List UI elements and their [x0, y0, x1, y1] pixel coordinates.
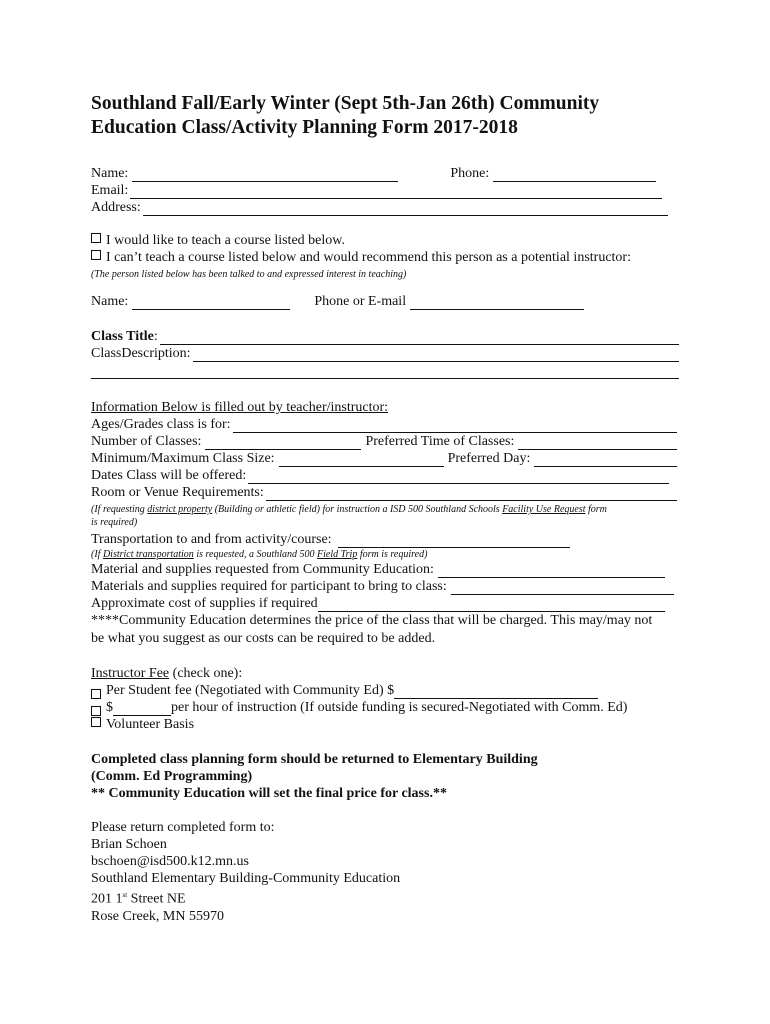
fee-heading: Instructor Fee (check one):: [91, 666, 243, 681]
address-label: Address:: [91, 200, 141, 215]
name-phone-row: [91, 165, 680, 182]
email-label: Email:: [91, 183, 129, 198]
fee-volunteer[interactable]: Volunteer Basis: [91, 716, 680, 733]
district-transportation-link[interactable]: District transportation: [102, 549, 194, 560]
recommend-contact-field[interactable]: [410, 297, 584, 310]
facility-use-request-link[interactable]: Facility Use Request: [502, 504, 586, 515]
contact-name: Brian Schoen: [91, 837, 167, 852]
name-field[interactable]: [132, 169, 398, 182]
facility-note-line-2: is required): [91, 517, 138, 528]
num-classes-field[interactable]: [205, 437, 361, 450]
option-recommend[interactable]: I can’t teach a course listed below and would recommend this person as a potential instructor:: [91, 249, 680, 266]
dates-field[interactable]: [248, 471, 669, 484]
room-field[interactable]: [266, 488, 677, 501]
class-block: [91, 328, 679, 379]
phone-label: Phone:: [450, 166, 490, 181]
checkbox-icon[interactable]: [91, 233, 101, 243]
checkbox-icon[interactable]: [91, 717, 101, 727]
room-row: Room or Venue Requirements:: [91, 484, 677, 501]
title-line-2: Education Class/Activity Planning Form 2017-2018: [91, 117, 518, 138]
price-note-1: ****Community Education determines the price of the class that will be charged. This may/may not: [91, 613, 653, 628]
checkbox-icon[interactable]: [91, 689, 101, 699]
per-student-amount-field[interactable]: [394, 686, 598, 699]
materials-ce-row: Material and supplies requested from Community Education:: [91, 561, 665, 578]
preferred-day-field[interactable]: [534, 454, 677, 467]
instructor-info-heading: Information Below is filled out by teacher/instructor:: [91, 400, 389, 415]
return-address-block: Please return completed form to: Brian Schoen bschoen@isd500.k12.mn.us Southland Elementary Building-Community Education 201 1st Street NE Rose Creek, MN 55970: [91, 819, 680, 925]
contact-org: Southland Elementary Building-Community Education: [91, 871, 401, 886]
transport-field[interactable]: [338, 535, 570, 548]
materials-participant-field[interactable]: [451, 582, 674, 595]
class-description-row: [91, 345, 679, 362]
contact-street: 201 1st Street NE: [91, 891, 186, 907]
dates-row: Dates Class will be offered:: [91, 467, 669, 484]
transport-note: (If District transportation is requested, a Southland 500 Field Trip form is required): [91, 549, 428, 560]
facility-note: (If requesting district property (Building or athletic field) for instruction a ISD 500 Southland Schools Facility Use Request form: [91, 504, 607, 515]
class-title-label: Class Title: [91, 329, 154, 344]
materials-participant-row: Materials and supplies required for participant to bring to class:: [91, 578, 674, 595]
recommend-note: (The person listed below has been talked to and expressed interest in teaching): [91, 269, 407, 280]
preferred-time-field[interactable]: [518, 437, 677, 450]
teach-options: [91, 232, 680, 281]
fee-per-hour[interactable]: $ per hour of instruction (If outside funding is secured-Negotiated with Comm. Ed): [91, 699, 680, 716]
completion-note: Completed class planning form should be returned to Elementary Building (Comm. Ed Programming) ** Community Education will set the final price for class.**: [91, 752, 538, 801]
instructor-info-block: [91, 399, 677, 648]
option-teach[interactable]: I would like to teach a course listed below.: [91, 232, 680, 249]
title-line-1: Southland Fall/Early Winter (Sept 5th-Jan 26th) Community: [91, 93, 600, 114]
recommend-contact-label: Phone or E-mail: [314, 294, 407, 309]
email-row: [91, 182, 662, 199]
materials-ce-field[interactable]: [438, 565, 665, 578]
form-title: [91, 92, 680, 140]
address-field[interactable]: [143, 203, 668, 216]
email-field[interactable]: [130, 186, 662, 199]
name-label: Name:: [91, 166, 129, 181]
class-title-field[interactable]: [160, 332, 679, 345]
contact-block: [91, 165, 680, 216]
phone-field[interactable]: [493, 169, 656, 182]
class-description-label: ClassDescription:: [91, 346, 191, 361]
approx-cost-field[interactable]: [318, 599, 665, 612]
checkbox-icon[interactable]: [91, 706, 101, 716]
price-note-2: be what you suggest as our costs can be required to be added.: [91, 631, 436, 646]
field-trip-link[interactable]: Field Trip: [317, 549, 358, 560]
address-row: [91, 199, 668, 216]
ages-row: Ages/Grades class is for:: [91, 416, 677, 433]
contact-email[interactable]: bschoen@isd500.k12.mn.us: [91, 854, 249, 869]
ages-field[interactable]: [233, 420, 677, 433]
contact-city: Rose Creek, MN 55970: [91, 908, 224, 924]
class-description-row-2: [91, 362, 679, 379]
per-hour-amount-field[interactable]: [113, 703, 171, 716]
approx-cost-row: Approximate cost of supplies if required: [91, 595, 665, 612]
recommend-row: [91, 293, 680, 310]
checkbox-icon[interactable]: [91, 250, 101, 260]
district-property-link[interactable]: district property: [147, 504, 213, 515]
class-size-field[interactable]: [279, 454, 444, 467]
class-title-row: Class Title :: [91, 328, 679, 345]
class-description-field-2[interactable]: [91, 366, 679, 379]
recommend-name-label: Name:: [91, 294, 129, 309]
transport-row: Transportation to and from activity/course:: [91, 531, 677, 548]
instructor-fee-block: [91, 665, 680, 733]
recommend-name-field[interactable]: [132, 297, 290, 310]
fee-per-student[interactable]: Per Student fee (Negotiated with Community Ed) $: [91, 682, 680, 699]
class-size-row: Minimum/Maximum Class Size: Preferred Day:: [91, 450, 677, 467]
class-description-field[interactable]: [193, 349, 679, 362]
num-classes-row: Number of Classes: Preferred Time of Classes:: [91, 433, 677, 450]
